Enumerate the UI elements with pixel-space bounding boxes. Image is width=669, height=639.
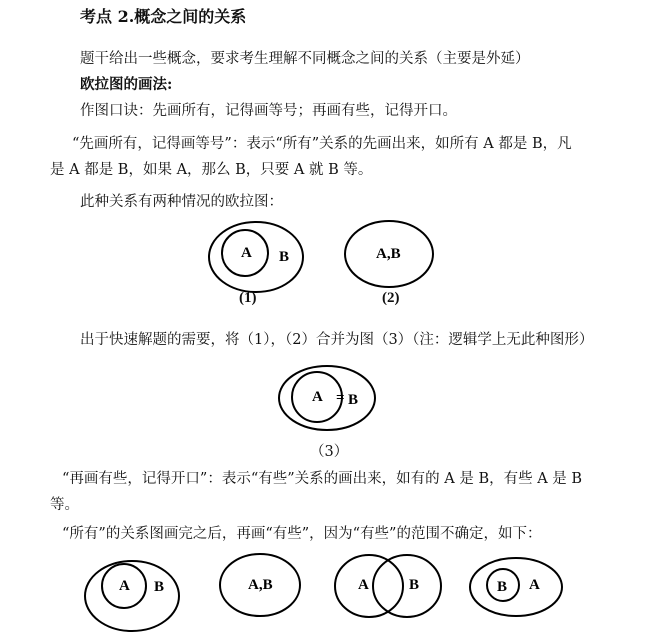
bottom-figure-b-in-a <box>469 557 565 625</box>
euler-figure-3 <box>277 364 381 432</box>
ellipse-b <box>373 555 441 617</box>
label-a: A <box>529 577 540 593</box>
label-b: B <box>154 579 165 595</box>
label-b: B <box>348 392 359 408</box>
all-relation-line-2: 是 A 都是 B，如果 A，那么 B，只要 A 就 B 等。 <box>50 162 373 178</box>
all-relation-line-1: “先画所有，记得画等号”：表示“所有”关系的先画出来，如所有 A 都是 B，凡 <box>72 136 572 152</box>
bottom-figure-overlap <box>334 553 444 629</box>
bottom-figure-a-equals-b <box>219 553 303 619</box>
two-cases-line: 此种关系有两种情况的欧拉图： <box>80 194 283 210</box>
label-a: A <box>119 578 130 594</box>
equals-sign: = <box>336 390 345 406</box>
label-a: A <box>241 245 252 261</box>
label-b: B <box>409 577 420 593</box>
euler-diagram-subtitle: 欧拉图的画法: <box>80 76 173 93</box>
mnemonic-line: 作图口诀：先画所有，记得画等号；再画有些，记得开口。 <box>80 103 457 119</box>
figure-3-caption: （3） <box>310 444 349 460</box>
ellipse-a <box>335 555 403 617</box>
uncertain-range-line: “所有”的关系图画完之后，再画“有些”，因为“有些”的范围不确定，如下： <box>62 526 542 542</box>
label-ab: A,B <box>248 577 273 593</box>
euler-figure-2 <box>344 218 436 292</box>
section-heading: 考点 2.概念之间的关系 <box>80 7 247 26</box>
euler-figure-1 <box>207 219 307 295</box>
label-b: B <box>497 579 508 595</box>
figure-2-caption: (2) <box>382 290 400 306</box>
figure-1-caption: (1) <box>239 290 257 306</box>
bottom-figure-a-in-b <box>84 558 184 634</box>
label-b: B <box>279 249 290 265</box>
label-ab: A,B <box>376 246 401 262</box>
merge-figures-line: 出于快速解题的需要，将（1），（2）合并为图（3）（注：逻辑学上无此种图形） <box>80 332 594 348</box>
intro-paragraph: 题干给出一些概念，要求考生理解不同概念之间的关系（主要是外延） <box>80 51 530 67</box>
outer-ellipse-a <box>470 558 562 616</box>
outer-ellipse-b <box>85 561 179 631</box>
some-relation-line-1: “再画有些，记得开口”：表示“有些”关系的画出来，如有的 A 是 B，有些 A 是 B <box>62 471 583 487</box>
label-a: A <box>312 389 323 405</box>
some-relation-line-2: 等。 <box>50 497 79 513</box>
label-a: A <box>358 577 369 593</box>
